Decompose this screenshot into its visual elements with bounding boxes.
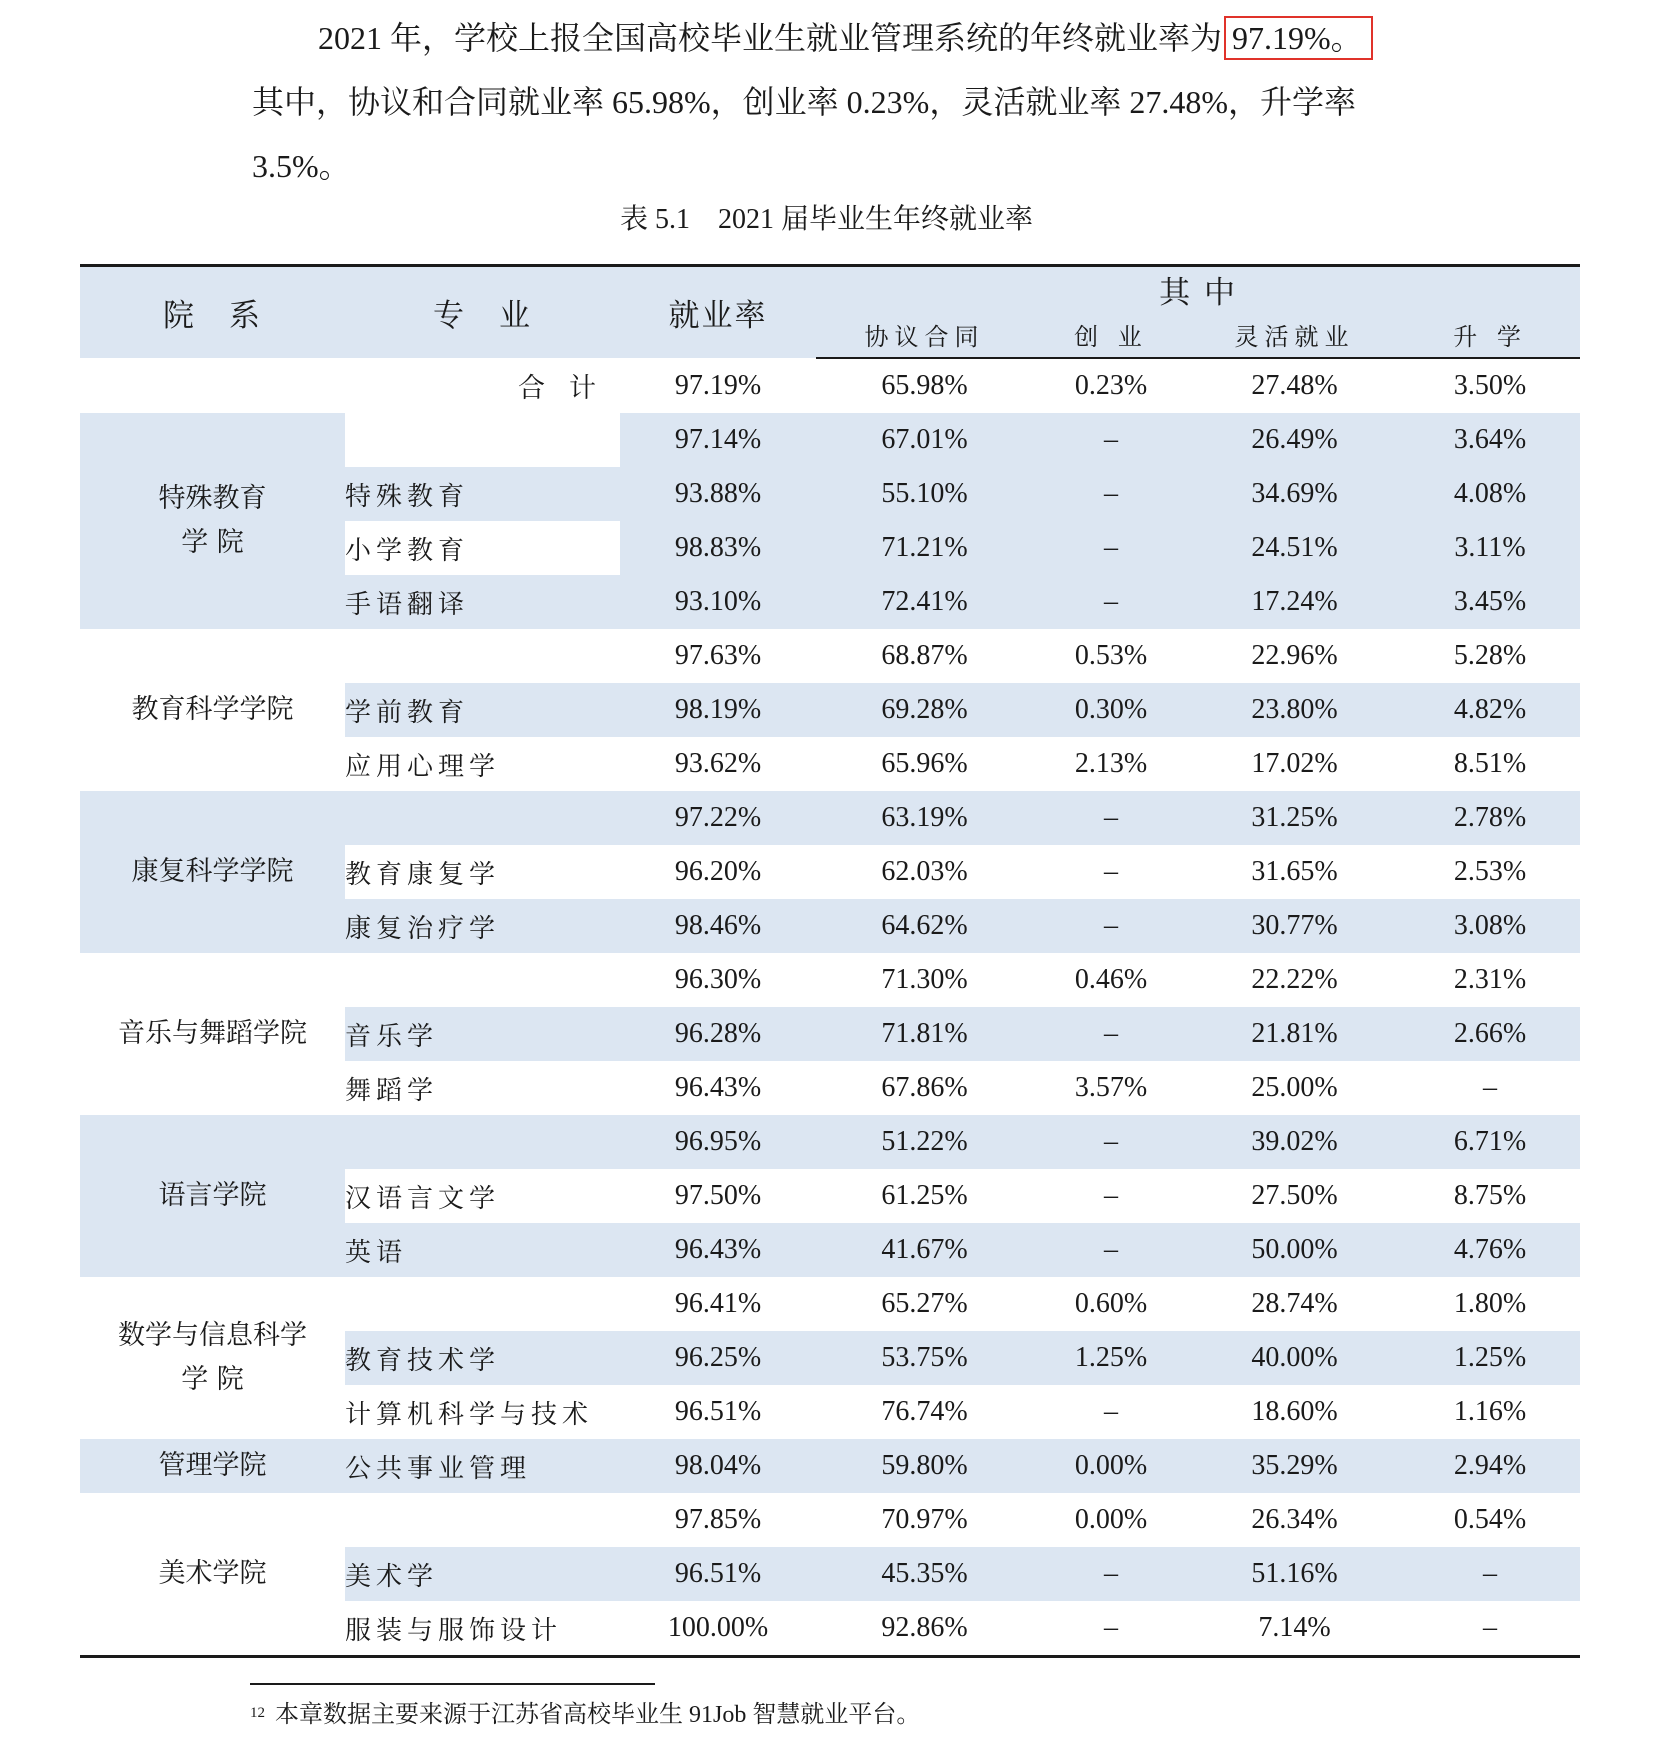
cell-rate: 93.88% bbox=[620, 467, 816, 521]
cell-further-study: 2.94% bbox=[1400, 1439, 1580, 1493]
cell-flexible: 24.51% bbox=[1189, 521, 1400, 575]
department-name-line: 教育科学学院 bbox=[131, 694, 294, 725]
table-row bbox=[80, 1115, 1580, 1169]
table-row bbox=[80, 791, 1580, 845]
department-name-line: 语言学院 bbox=[158, 1180, 267, 1211]
header-group: 其 中 bbox=[816, 266, 1580, 313]
cell-flexible: 51.16% bbox=[1189, 1547, 1400, 1601]
cell-agreement: 76.74% bbox=[816, 1385, 1033, 1439]
cell-further-study: 1.16% bbox=[1400, 1385, 1580, 1439]
cell-flexible: 25.00% bbox=[1189, 1061, 1400, 1115]
cell-flexible: 26.34% bbox=[1189, 1493, 1400, 1547]
total-startup: 0.23% bbox=[1074, 370, 1148, 401]
paragraph-line-1-text: 2021 年，学校上报全国高校毕业生就业管理系统的年终就业率为 bbox=[318, 20, 1223, 56]
department-name-line: 管理学院 bbox=[158, 1450, 267, 1481]
department-name-line: 学 院 bbox=[181, 527, 244, 558]
cell-rate: 96.43% bbox=[620, 1061, 816, 1115]
cell-further-study: 2.66% bbox=[1400, 1007, 1580, 1061]
cell-rate: 96.28% bbox=[620, 1007, 816, 1061]
major-name: 舞蹈学 bbox=[345, 1061, 620, 1115]
table-row bbox=[80, 413, 1580, 467]
table-body bbox=[80, 358, 1580, 1657]
cell-agreement: 62.03% bbox=[816, 845, 1033, 899]
cell-rate: 96.95% bbox=[620, 1115, 816, 1169]
major-name bbox=[345, 1277, 620, 1331]
cell-agreement: 45.35% bbox=[816, 1547, 1033, 1601]
major-name bbox=[345, 413, 620, 467]
cell-agreement: 72.41% bbox=[816, 575, 1033, 629]
cell-agreement: 92.86% bbox=[816, 1601, 1033, 1657]
total-rate: 97.19% bbox=[674, 369, 762, 401]
major-name bbox=[345, 1493, 620, 1547]
cell-further-study: – bbox=[1400, 1601, 1580, 1657]
cell-flexible: 17.02% bbox=[1189, 737, 1400, 791]
cell-flexible: 34.69% bbox=[1189, 467, 1400, 521]
footnote-rule bbox=[250, 1683, 655, 1685]
department-name bbox=[80, 413, 345, 629]
cell-further-study: 3.11% bbox=[1400, 521, 1580, 575]
total-agreement: 65.98% bbox=[881, 370, 968, 401]
cell-further-study: 2.78% bbox=[1400, 791, 1580, 845]
cell-startup: – bbox=[1033, 413, 1189, 467]
cell-flexible: 18.60% bbox=[1189, 1385, 1400, 1439]
cell-startup: 0.00% bbox=[1033, 1439, 1189, 1493]
cell-rate: 96.30% bbox=[620, 953, 816, 1007]
table-row bbox=[80, 1439, 1580, 1493]
cell-startup: – bbox=[1033, 1601, 1189, 1657]
cell-agreement: 71.21% bbox=[816, 521, 1033, 575]
cell-startup: – bbox=[1033, 791, 1189, 845]
major-name: 美术学 bbox=[345, 1547, 620, 1601]
cell-startup: – bbox=[1033, 1007, 1189, 1061]
cell-agreement: 67.86% bbox=[816, 1061, 1033, 1115]
cell-further-study: 1.25% bbox=[1400, 1331, 1580, 1385]
major-name bbox=[345, 1115, 620, 1169]
major-name: 教育技术学 bbox=[345, 1331, 620, 1385]
cell-further-study: 4.82% bbox=[1400, 683, 1580, 737]
cell-agreement: 70.97% bbox=[816, 1493, 1033, 1547]
cell-startup: 0.00% bbox=[1033, 1493, 1189, 1547]
cell-flexible: 40.00% bbox=[1189, 1331, 1400, 1385]
table-row bbox=[80, 1493, 1580, 1547]
cell-rate: 96.25% bbox=[620, 1331, 816, 1385]
cell-rate: 96.51% bbox=[620, 1547, 816, 1601]
footnote bbox=[250, 1700, 920, 1730]
total-flexible: 27.48% bbox=[1251, 370, 1338, 401]
department-name-line: 数学与信息科学 bbox=[118, 1320, 307, 1351]
table-caption: 表 5.1 2021 届毕业生年终就业率 bbox=[619, 204, 1033, 235]
paragraph-line-2: 其中，协议和合同就业率 65.98%，创业率 0.23%，灵活就业率 27.48%，升学率 bbox=[252, 84, 1356, 120]
department-name bbox=[80, 1439, 345, 1493]
cell-agreement: 55.10% bbox=[816, 467, 1033, 521]
cell-rate: 96.20% bbox=[620, 845, 816, 899]
cell-agreement: 69.28% bbox=[816, 683, 1033, 737]
cell-rate: 97.85% bbox=[620, 1493, 816, 1547]
employment-rate-table bbox=[80, 264, 1580, 1658]
cell-flexible: 21.81% bbox=[1189, 1007, 1400, 1061]
cell-agreement: 65.27% bbox=[816, 1277, 1033, 1331]
cell-further-study: 3.08% bbox=[1400, 899, 1580, 953]
major-name: 计算机科学与技术 bbox=[345, 1385, 620, 1439]
major-name bbox=[345, 953, 620, 1007]
cell-startup: – bbox=[1033, 575, 1189, 629]
cell-rate: 97.14% bbox=[620, 413, 816, 467]
cell-agreement: 71.81% bbox=[816, 1007, 1033, 1061]
table-row bbox=[80, 953, 1580, 1007]
cell-further-study: 3.64% bbox=[1400, 413, 1580, 467]
cell-flexible: 31.25% bbox=[1189, 791, 1400, 845]
cell-startup: 2.13% bbox=[1033, 737, 1189, 791]
header-rate: 就业率 bbox=[620, 266, 816, 359]
total-label: 合计 bbox=[518, 373, 620, 404]
cell-further-study: 8.75% bbox=[1400, 1169, 1580, 1223]
cell-rate: 98.04% bbox=[620, 1439, 816, 1493]
cell-further-study: 4.76% bbox=[1400, 1223, 1580, 1277]
cell-further-study: 6.71% bbox=[1400, 1115, 1580, 1169]
department-name-line: 美术学院 bbox=[158, 1558, 267, 1589]
cell-flexible: 7.14% bbox=[1189, 1601, 1400, 1657]
cell-rate: 93.62% bbox=[620, 737, 816, 791]
cell-flexible: 27.50% bbox=[1189, 1169, 1400, 1223]
cell-rate: 98.46% bbox=[620, 899, 816, 953]
cell-rate: 98.19% bbox=[620, 683, 816, 737]
cell-startup: 3.57% bbox=[1033, 1061, 1189, 1115]
cell-agreement: 68.87% bbox=[816, 629, 1033, 683]
cell-further-study: 2.31% bbox=[1400, 953, 1580, 1007]
department-name bbox=[80, 1277, 345, 1439]
major-name: 服装与服饰设计 bbox=[345, 1601, 620, 1657]
department-name bbox=[80, 791, 345, 953]
major-name bbox=[345, 791, 620, 845]
department-name bbox=[80, 1493, 345, 1657]
cell-startup: – bbox=[1033, 845, 1189, 899]
header-major: 专 业 bbox=[345, 266, 620, 359]
major-name: 公共事业管理 bbox=[345, 1439, 620, 1493]
table-row bbox=[80, 1277, 1580, 1331]
cell-further-study: 8.51% bbox=[1400, 737, 1580, 791]
cell-agreement: 53.75% bbox=[816, 1331, 1033, 1385]
cell-startup: 1.25% bbox=[1033, 1331, 1189, 1385]
major-name: 学前教育 bbox=[345, 683, 620, 737]
department-name-line: 学 院 bbox=[181, 1364, 244, 1395]
cell-rate: 97.22% bbox=[620, 791, 816, 845]
cell-startup: 0.46% bbox=[1033, 953, 1189, 1007]
paragraph-line-3: 3.5%。 bbox=[252, 148, 351, 184]
cell-further-study: 0.54% bbox=[1400, 1493, 1580, 1547]
cell-rate: 93.10% bbox=[620, 575, 816, 629]
major-name: 教育康复学 bbox=[345, 845, 620, 899]
department-name-line: 特殊教育 bbox=[158, 483, 267, 514]
total-row bbox=[80, 358, 1580, 413]
cell-agreement: 67.01% bbox=[816, 413, 1033, 467]
cell-startup: – bbox=[1033, 899, 1189, 953]
cell-startup: – bbox=[1033, 467, 1189, 521]
major-name bbox=[345, 629, 620, 683]
cell-startup: – bbox=[1033, 1223, 1189, 1277]
major-name: 应用心理学 bbox=[345, 737, 620, 791]
cell-agreement: 64.62% bbox=[816, 899, 1033, 953]
cell-flexible: 23.80% bbox=[1189, 683, 1400, 737]
cell-rate: 100.00% bbox=[620, 1601, 816, 1657]
cell-further-study: 5.28% bbox=[1400, 629, 1580, 683]
cell-further-study: 1.80% bbox=[1400, 1277, 1580, 1331]
cell-rate: 97.50% bbox=[620, 1169, 816, 1223]
cell-flexible: 17.24% bbox=[1189, 575, 1400, 629]
department-name bbox=[80, 1115, 345, 1277]
cell-further-study: 4.08% bbox=[1400, 467, 1580, 521]
cell-further-study: – bbox=[1400, 1547, 1580, 1601]
cell-startup: – bbox=[1033, 1115, 1189, 1169]
cell-flexible: 39.02% bbox=[1189, 1115, 1400, 1169]
major-name: 康复治疗学 bbox=[345, 899, 620, 953]
cell-startup: 0.60% bbox=[1033, 1277, 1189, 1331]
cell-rate: 96.51% bbox=[620, 1385, 816, 1439]
header-further-study: 升 学 bbox=[1400, 312, 1580, 358]
cell-agreement: 51.22% bbox=[816, 1115, 1033, 1169]
cell-startup: – bbox=[1033, 1547, 1189, 1601]
cell-startup: 0.30% bbox=[1033, 683, 1189, 737]
table-row bbox=[80, 629, 1580, 683]
cell-flexible: 31.65% bbox=[1189, 845, 1400, 899]
major-name: 手语翻译 bbox=[345, 575, 620, 629]
cell-rate: 98.83% bbox=[620, 521, 816, 575]
cell-agreement: 71.30% bbox=[816, 953, 1033, 1007]
cell-flexible: 26.49% bbox=[1189, 413, 1400, 467]
major-name: 音乐学 bbox=[345, 1007, 620, 1061]
cell-further-study: 3.45% bbox=[1400, 575, 1580, 629]
footnote-text: 本章数据主要来源于江苏省高校毕业生 91Job 智慧就业平台。 bbox=[275, 1702, 921, 1728]
cell-rate: 96.43% bbox=[620, 1223, 816, 1277]
department-name bbox=[80, 629, 345, 791]
cell-further-study: – bbox=[1400, 1061, 1580, 1115]
footnote-number: 12 bbox=[250, 1705, 265, 1721]
cell-startup: – bbox=[1033, 1169, 1189, 1223]
department-name-line: 音乐与舞蹈学院 bbox=[118, 1018, 307, 1049]
highlighted-rate: 97.19%。 bbox=[1224, 16, 1373, 60]
cell-agreement: 59.80% bbox=[816, 1439, 1033, 1493]
cell-flexible: 30.77% bbox=[1189, 899, 1400, 953]
cell-startup: – bbox=[1033, 521, 1189, 575]
cell-agreement: 65.96% bbox=[816, 737, 1033, 791]
major-name: 特殊教育 bbox=[345, 467, 620, 521]
cell-agreement: 41.67% bbox=[816, 1223, 1033, 1277]
cell-rate: 97.63% bbox=[620, 629, 816, 683]
cell-flexible: 35.29% bbox=[1189, 1439, 1400, 1493]
paragraph-line-1 bbox=[318, 16, 1373, 60]
cell-flexible: 28.74% bbox=[1189, 1277, 1400, 1331]
header-startup: 创 业 bbox=[1033, 312, 1189, 358]
header-dept: 院 系 bbox=[80, 266, 345, 359]
cell-agreement: 63.19% bbox=[816, 791, 1033, 845]
cell-flexible: 22.96% bbox=[1189, 629, 1400, 683]
major-name: 小学教育 bbox=[345, 521, 620, 575]
total-further-study: 3.50% bbox=[1453, 370, 1527, 401]
cell-rate: 96.41% bbox=[620, 1277, 816, 1331]
cell-startup: – bbox=[1033, 1385, 1189, 1439]
major-name: 汉语言文学 bbox=[345, 1169, 620, 1223]
major-name: 英语 bbox=[345, 1223, 620, 1277]
department-name bbox=[80, 953, 345, 1115]
cell-agreement: 61.25% bbox=[816, 1169, 1033, 1223]
department-name-line: 康复科学学院 bbox=[131, 856, 294, 887]
cell-flexible: 22.22% bbox=[1189, 953, 1400, 1007]
header-agreement: 协议合同 bbox=[816, 312, 1033, 358]
cell-startup: 0.53% bbox=[1033, 629, 1189, 683]
cell-further-study: 2.53% bbox=[1400, 845, 1580, 899]
cell-flexible: 50.00% bbox=[1189, 1223, 1400, 1277]
header-flexible: 灵活就业 bbox=[1189, 312, 1400, 358]
